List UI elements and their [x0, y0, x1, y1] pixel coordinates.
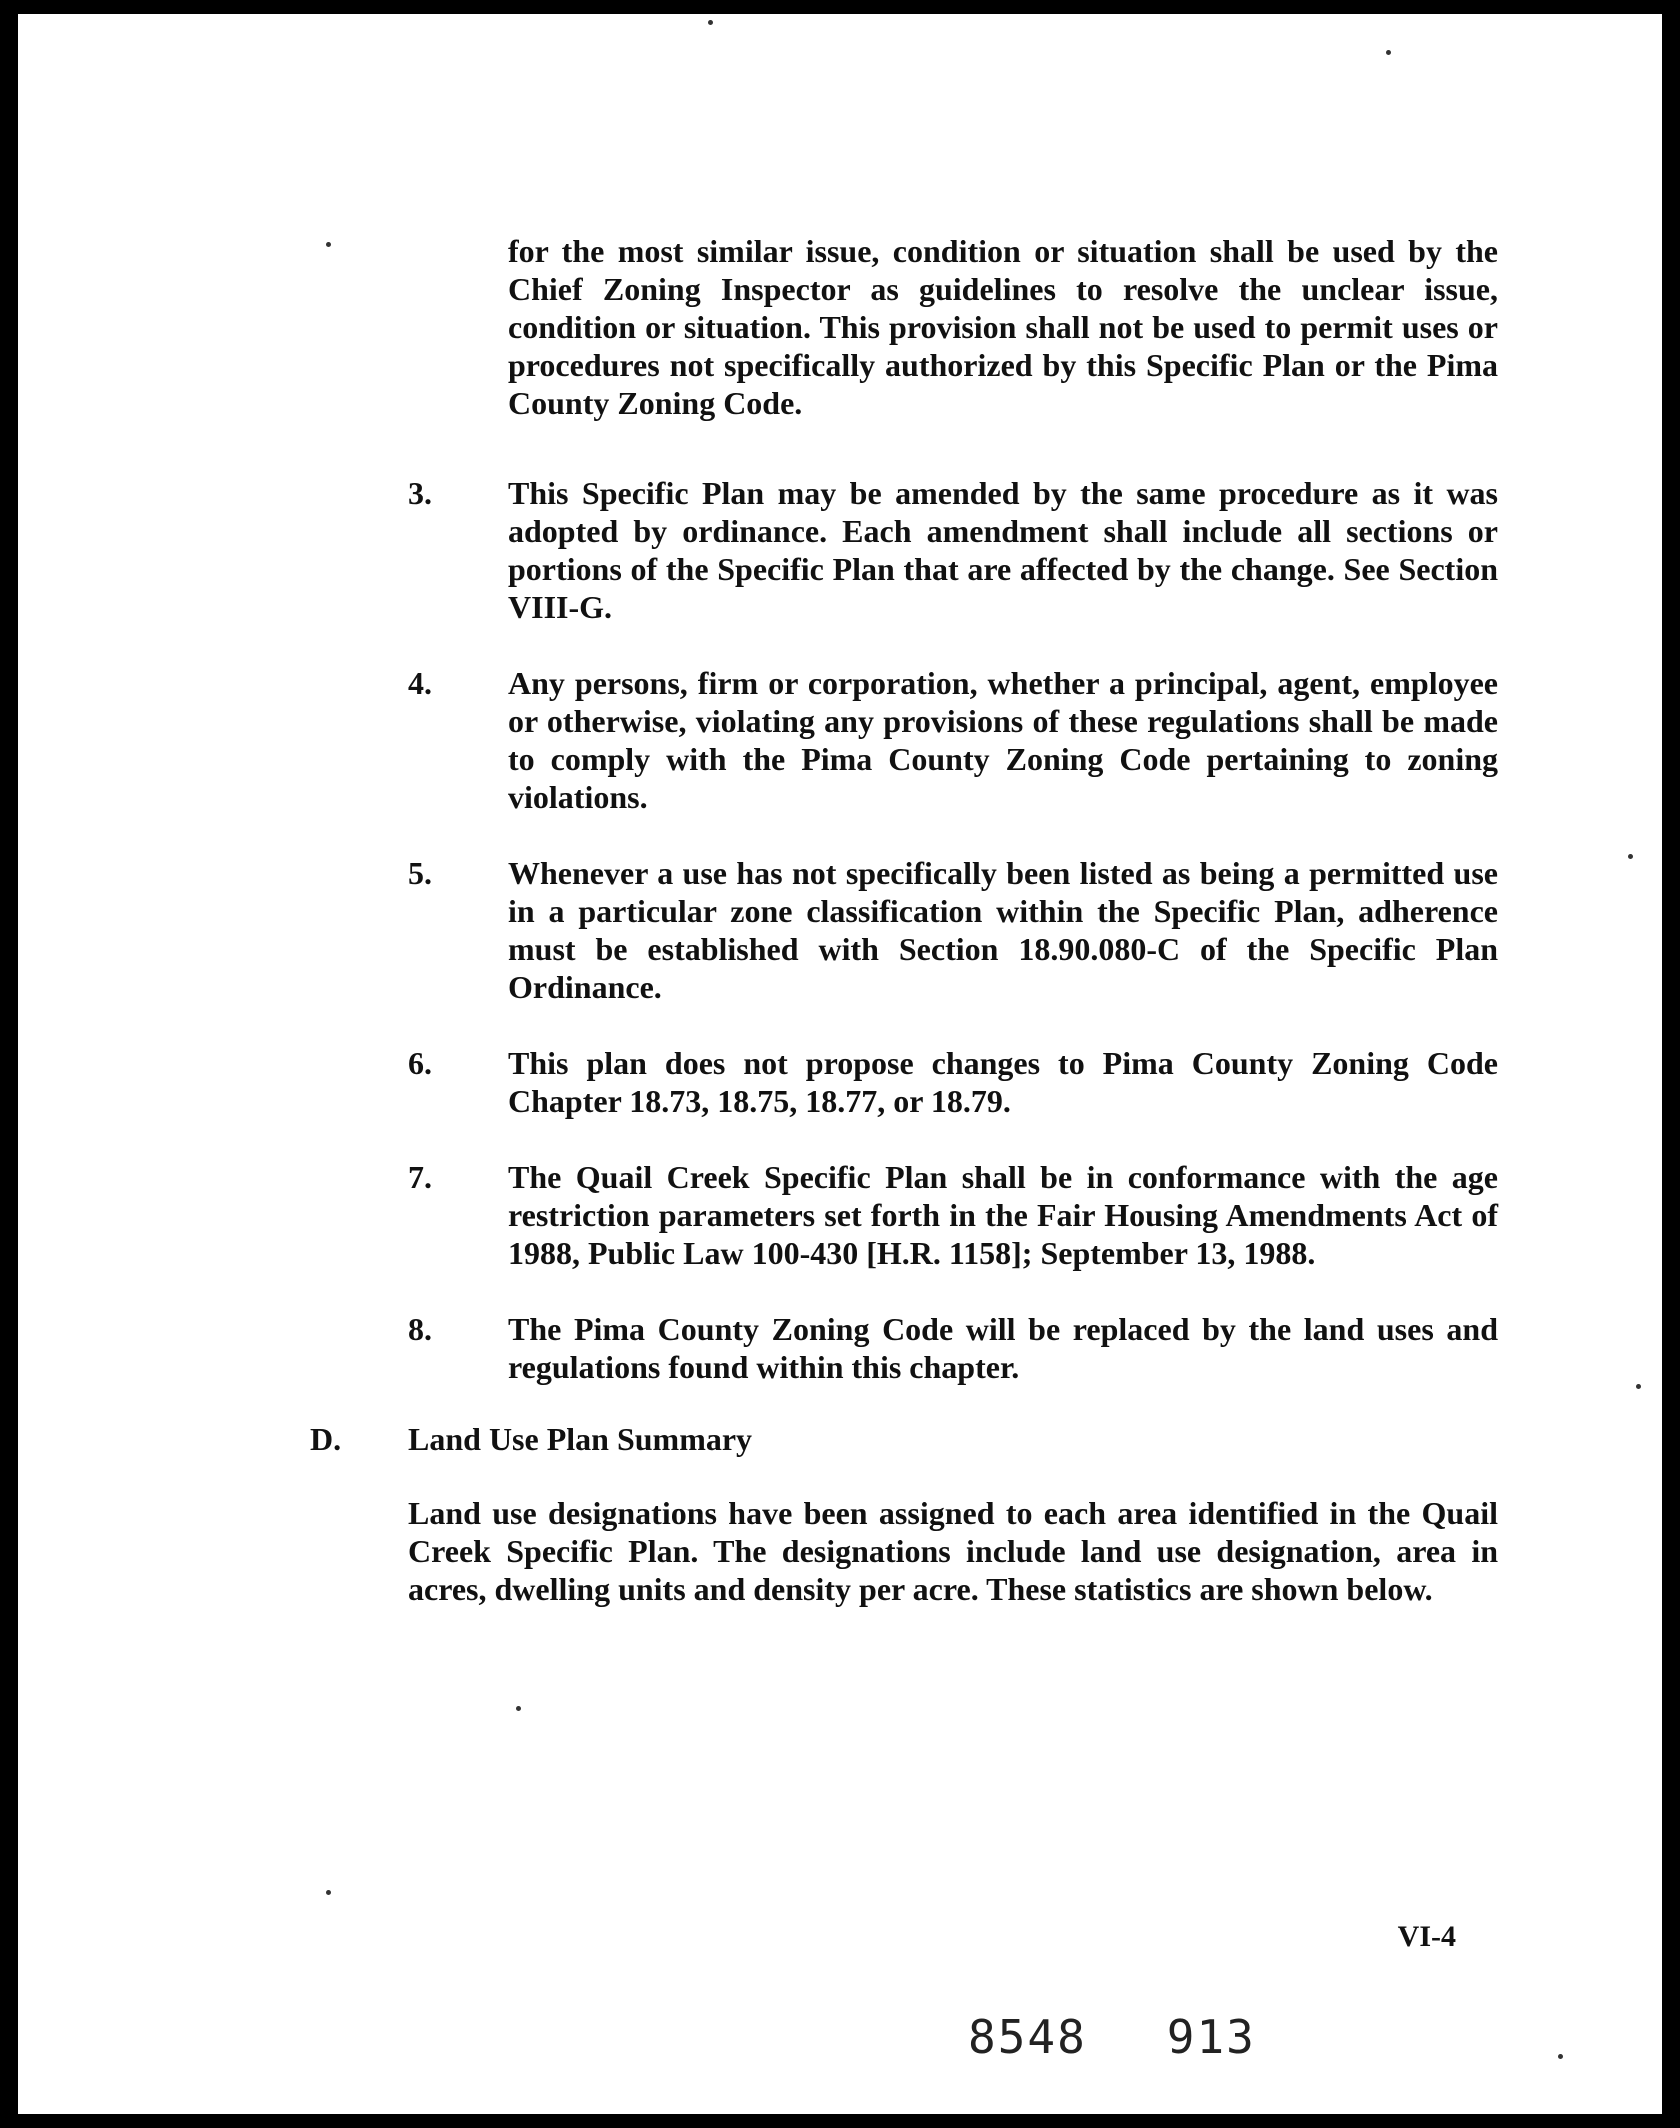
scan-speck	[1558, 2054, 1563, 2059]
section-letter: D.	[310, 1421, 342, 1457]
item-text: Any persons, firm or corporation, whether a principal, agent, employee or otherwise, violating any provisions of these regulations shall be made to comply with the Pima County Zoning Code pertaining to zoning violations.	[508, 665, 1498, 815]
scan-speck	[326, 242, 331, 247]
section-heading	[310, 1420, 752, 1458]
recording-stamp	[968, 2010, 1256, 2064]
stamp-page: 913	[1166, 2010, 1256, 2064]
document-page	[18, 14, 1662, 2114]
scan-speck	[516, 1706, 521, 1711]
item-text: The Quail Creek Specific Plan shall be in conformance with the age restriction parameters set forth in the Fair Housing Amendments Act of 1988, Public Law 100-430 [H.R. 1158]; September 13, 1988.	[508, 1159, 1498, 1271]
scan-speck	[1636, 1384, 1641, 1389]
list-item-6	[408, 1044, 1498, 1120]
page-number: VI-4	[1397, 1920, 1456, 1953]
item-number: 6.	[408, 1045, 432, 1081]
stamp-book: 8548	[968, 2010, 1087, 2064]
item-text: The Pima County Zoning Code will be replaced by the land uses and regulations found within this chapter.	[508, 1311, 1498, 1385]
continuation-paragraph: for the most similar issue, condition or situation shall be used by the Chief Zoning Inspector as guidelines to resolve the unclear issue, condition or situation. This provision shall not be used to permit uses or procedures not specifically authorized by this Specific Plan or the Pima County Zoning Code.	[508, 233, 1498, 421]
list-item-7	[408, 1158, 1498, 1272]
item-text: Whenever a use has not specifically been listed as being a permitted use in a particular zone classification within the Specific Plan, adherence must be established with Section 18.90.080-C of the Specific Plan Ordinance.	[508, 855, 1498, 1005]
section-title: Land Use Plan Summary	[408, 1421, 753, 1457]
item-number: 5.	[408, 855, 432, 891]
section-body: Land use designations have been assigned to each area identified in the Quail Creek Specific Plan. The designations include land use designation, area in acres, dwelling units and density per acre. These statistics are shown below.	[408, 1495, 1498, 1607]
scan-speck	[708, 20, 713, 25]
item-number: 4.	[408, 665, 432, 701]
item-number: 8.	[408, 1311, 432, 1347]
scan-speck	[1386, 50, 1391, 55]
list-item-8	[408, 1310, 1498, 1386]
list-item-3	[408, 474, 1498, 626]
scan-speck	[326, 1890, 331, 1895]
list-item-5	[408, 854, 1498, 1006]
item-number: 3.	[408, 475, 432, 511]
list-item-4	[408, 664, 1498, 816]
item-number: 7.	[408, 1159, 432, 1195]
item-text: This plan does not propose changes to Pima County Zoning Code Chapter 18.73, 18.75, 18.77, or 18.79.	[508, 1045, 1498, 1119]
scan-speck	[1628, 854, 1633, 859]
item-text: This Specific Plan may be amended by the same procedure as it was adopted by ordinance. Each amendment shall include all sections or portions of the Specific Plan that are affected by the change. See Section VIII-G.	[508, 475, 1498, 625]
